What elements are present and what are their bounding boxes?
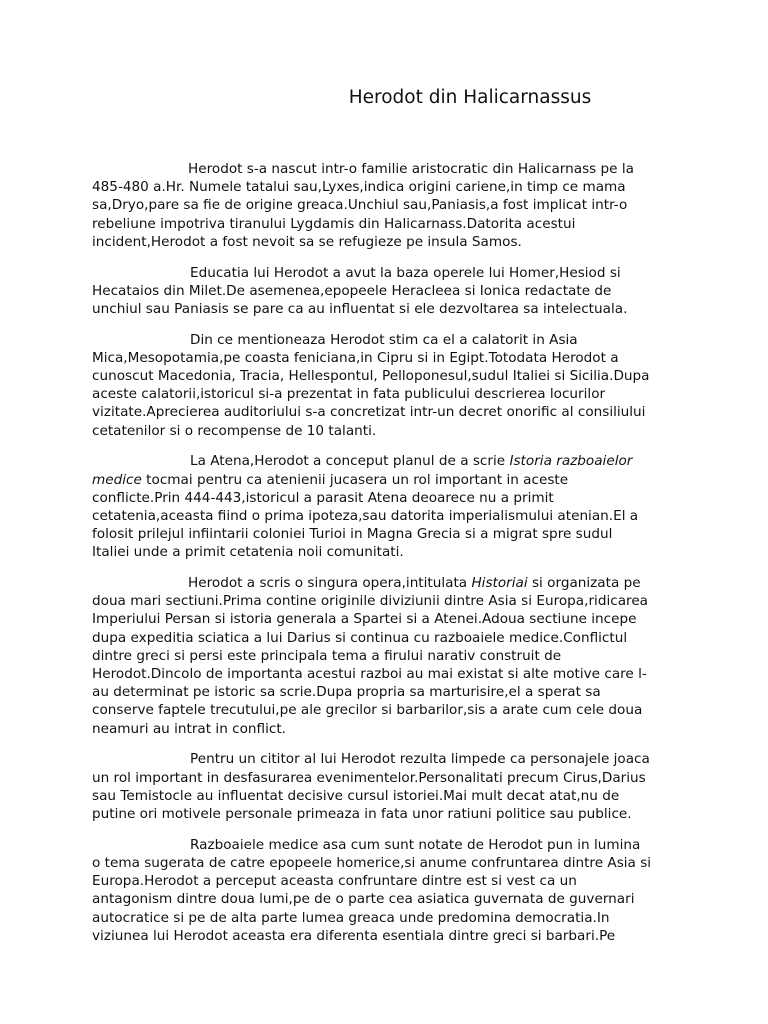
- text-run: Herodot a scris o singura opera,intitulata: [188, 575, 472, 592]
- text-line: dintre greci si persi este principala tema a firului narativ construit de: [92, 647, 562, 664]
- text-line: putine ori motivele personale primeaza in fata unor ratiuni politice sau publice.: [92, 806, 632, 822]
- paragraph-personalities: [92, 750, 688, 823]
- text-line: Hecataios din Milet.De asemenea,epopeele Heracleea si Ionica redactate de: [92, 282, 612, 299]
- text-line: sa,Dryo,pare sa fie de origine greaca.Unchiul sau,Paniasis,a fost implicat intr-o: [92, 197, 628, 214]
- text-line: incident,Herodot a fost nevoit sa se refugieze pe insula Samos.: [92, 233, 522, 250]
- text-line: conflicte.Prin 444-443,istoricul a parasit Atena deoarece nu a primit: [92, 489, 554, 506]
- text-line: sau Temistocle au influentat decisive cursul istoriei.Mai mult decat atat,nu de: [92, 787, 620, 804]
- text-line: Herodot s-a nascut intr-o familie aristocratic din Halicarnass pe la: [188, 161, 634, 177]
- paragraph-travels: [92, 331, 688, 440]
- book-title-italic: Istoria razboaielor: [509, 453, 633, 470]
- text-line: Din ce mentioneaza Herodot stim ca el a calatorit in Asia: [190, 331, 578, 348]
- text-line: [92, 452, 688, 470]
- text-line: aceste calatorii,istoricul si-a prezentat in fata publicului descrierea locurilor: [92, 386, 606, 403]
- text-line: cunoscut Macedonia, Tracia, Hellespontul, Pelloponesul,sudul Italiei si Sicilia.Dupa: [92, 368, 650, 385]
- paragraph-origins: [92, 160, 688, 251]
- text-line: Razboaiele medice asa cum sunt notate de Herodot pun in lumina: [190, 836, 641, 853]
- text-line: Mica,Mesopotamia,pe coasta feniciana,in Cipru si in Egipt.Totodata Herodot a: [92, 349, 619, 366]
- paragraph-education: [92, 264, 688, 319]
- text-line: Pentru un cititor al lui Herodot rezulta limpede ca personajele joaca: [190, 751, 650, 768]
- text-line: conserve faptele trecutului,pe ale grecilor si barbarilor,sis a arate cum cele doua: [92, 702, 643, 719]
- text-line: Europa.Herodot a perceput aceasta confruntare dintre est si vest ca un: [92, 873, 577, 890]
- text-line: doua mari sectiuni.Prima contine originile diviziunii dintre Asia si Europa,ridicarea: [92, 593, 649, 610]
- text-line: antagonism dintre doua lumi,pe de o parte cea asiatica guvernata de guvernari: [92, 891, 635, 908]
- text-line: Italiei unde a primit cetatenia noii comunitati.: [92, 544, 404, 561]
- text-line: unchiul sau Paniasis se pare ca au influentat si ele dezvoltarea sa intelectuala.: [92, 300, 628, 317]
- text-line: vizitate.Aprecierea auditoriului s-a concretizat intr-un decret onorific al consiliului: [92, 404, 646, 421]
- text-line: Educatia lui Herodot a avut la baza operele lui Homer,Hesiod si: [190, 264, 621, 281]
- paragraph-historiai: [92, 574, 688, 738]
- text-line: folosit prilejul infiintarii coloniei Turioi in Magna Grecia si a migrat spre sudul: [92, 526, 613, 543]
- text-line: o tema sugerata de catre epopeele homerice,si anume confruntarea dintre Asia si: [92, 854, 652, 871]
- text-run: tocmai pentru ca atenienii jucasera un rol important in aceste: [141, 471, 569, 488]
- paragraph-median-wars: [92, 836, 688, 945]
- text-run: si organizata pe: [527, 575, 641, 592]
- text-line: cetatenia,aceasta fiind o prima ipoteza,sau datorita imperialismului atenian.El a: [92, 507, 639, 524]
- text-line: cetatenilor si o recompense de 10 talanti.: [92, 422, 377, 439]
- text-line: neamuri au intrat in conflict.: [92, 720, 286, 737]
- text-line: Imperiului Persan si istoria generala a Spartei si a Atenei.Adoua sectiune incepe: [92, 611, 637, 628]
- document-title: Herodot din Halicarnassus: [348, 87, 592, 108]
- text-line: un rol important in desfasurarea evenimentelor.Personalitati precum Cirus,Darius: [92, 769, 646, 786]
- text-line: rebeliune impotriva tiranului Lygdamis din Halicarnass.Datorita acestui: [92, 215, 576, 232]
- text-line: autocratice si pe de alta parte lumea greaca unde predomina democratia.In: [92, 909, 610, 926]
- text-line: 485-480 a.Hr. Numele tatalui sau,Lyxes,indica origini cariene,in timp ce mama: [92, 179, 626, 196]
- text-run: La Atena,Herodot a conceput planul de a scrie: [190, 453, 510, 470]
- text-line: au determinat pe istoric sa scrie.Dupa propria sa marturisire,el a sperat sa: [92, 684, 601, 701]
- document-body: [92, 160, 688, 957]
- text-line: [92, 471, 688, 489]
- text-line: dupa expeditia sciatica a lui Darius si continua cu razboaiele medice.Conflictul: [92, 629, 628, 646]
- text-line: Herodot.Dincolo de importanta acestui razboi au mai existat si alte motive care l-: [92, 666, 647, 683]
- paragraph-athens: [92, 452, 688, 561]
- text-line: [92, 574, 688, 592]
- book-title-italic: medice: [92, 471, 142, 488]
- book-title-italic: Historiai: [471, 575, 528, 592]
- text-line: viziunea lui Herodot aceasta era diferenta esentiala dintre greci si barbari.Pe: [92, 927, 616, 944]
